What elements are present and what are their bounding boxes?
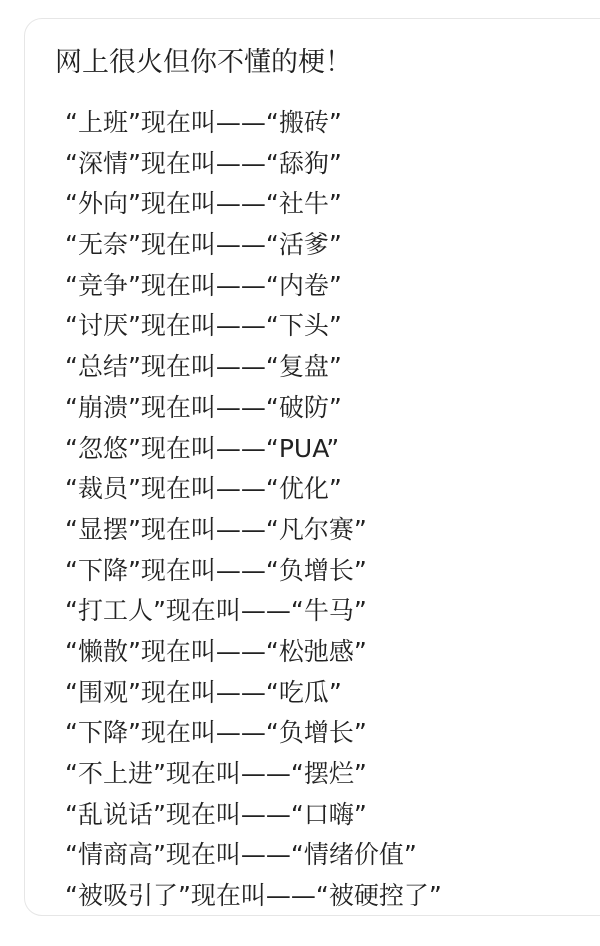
list-item: “总结”现在叫——“复盘” bbox=[65, 352, 342, 382]
list-item: “打工人”现在叫——“牛马” bbox=[65, 596, 367, 626]
list-item: “上班”现在叫——“搬砖” bbox=[65, 108, 342, 137]
post-card bbox=[24, 18, 600, 916]
meme-list bbox=[65, 103, 442, 917]
list-item: “显摆”现在叫——“凡尔赛” bbox=[65, 514, 367, 544]
list-item: “围观”现在叫——“吃瓜” bbox=[65, 677, 342, 707]
list-item: “下降”现在叫——“负增长” bbox=[65, 718, 367, 748]
post-title: 网上很火但你不懂的梗！ bbox=[55, 47, 352, 78]
list-item: “不上进”现在叫——“摆烂” bbox=[65, 759, 367, 788]
list-item: “深情”现在叫——“舔狗” bbox=[65, 148, 342, 178]
list-item: “崩溃”现在叫——“破防” bbox=[65, 392, 342, 422]
list-item: “情商高”现在叫——“情绪价值” bbox=[65, 840, 417, 870]
list-item: “被吸引了”现在叫——“被硬控了” bbox=[65, 881, 442, 911]
list-item: “下降”现在叫——“负增长” bbox=[65, 555, 367, 585]
list-item: “无奈”现在叫——“活爹” bbox=[65, 230, 342, 260]
list-item: “外向”现在叫——“社牛” bbox=[65, 189, 342, 219]
list-item: “乱说话”现在叫——“口嗨” bbox=[65, 799, 367, 829]
list-item: “裁员”现在叫——“优化” bbox=[65, 474, 342, 504]
list-item: “讨厌”现在叫——“下头” bbox=[65, 311, 342, 341]
list-item: “懒散”现在叫——“松弛感” bbox=[65, 636, 367, 666]
list-item: “竞争”现在叫——“内卷” bbox=[65, 270, 342, 300]
list-item: “忽悠”现在叫——“PUA” bbox=[65, 433, 340, 463]
